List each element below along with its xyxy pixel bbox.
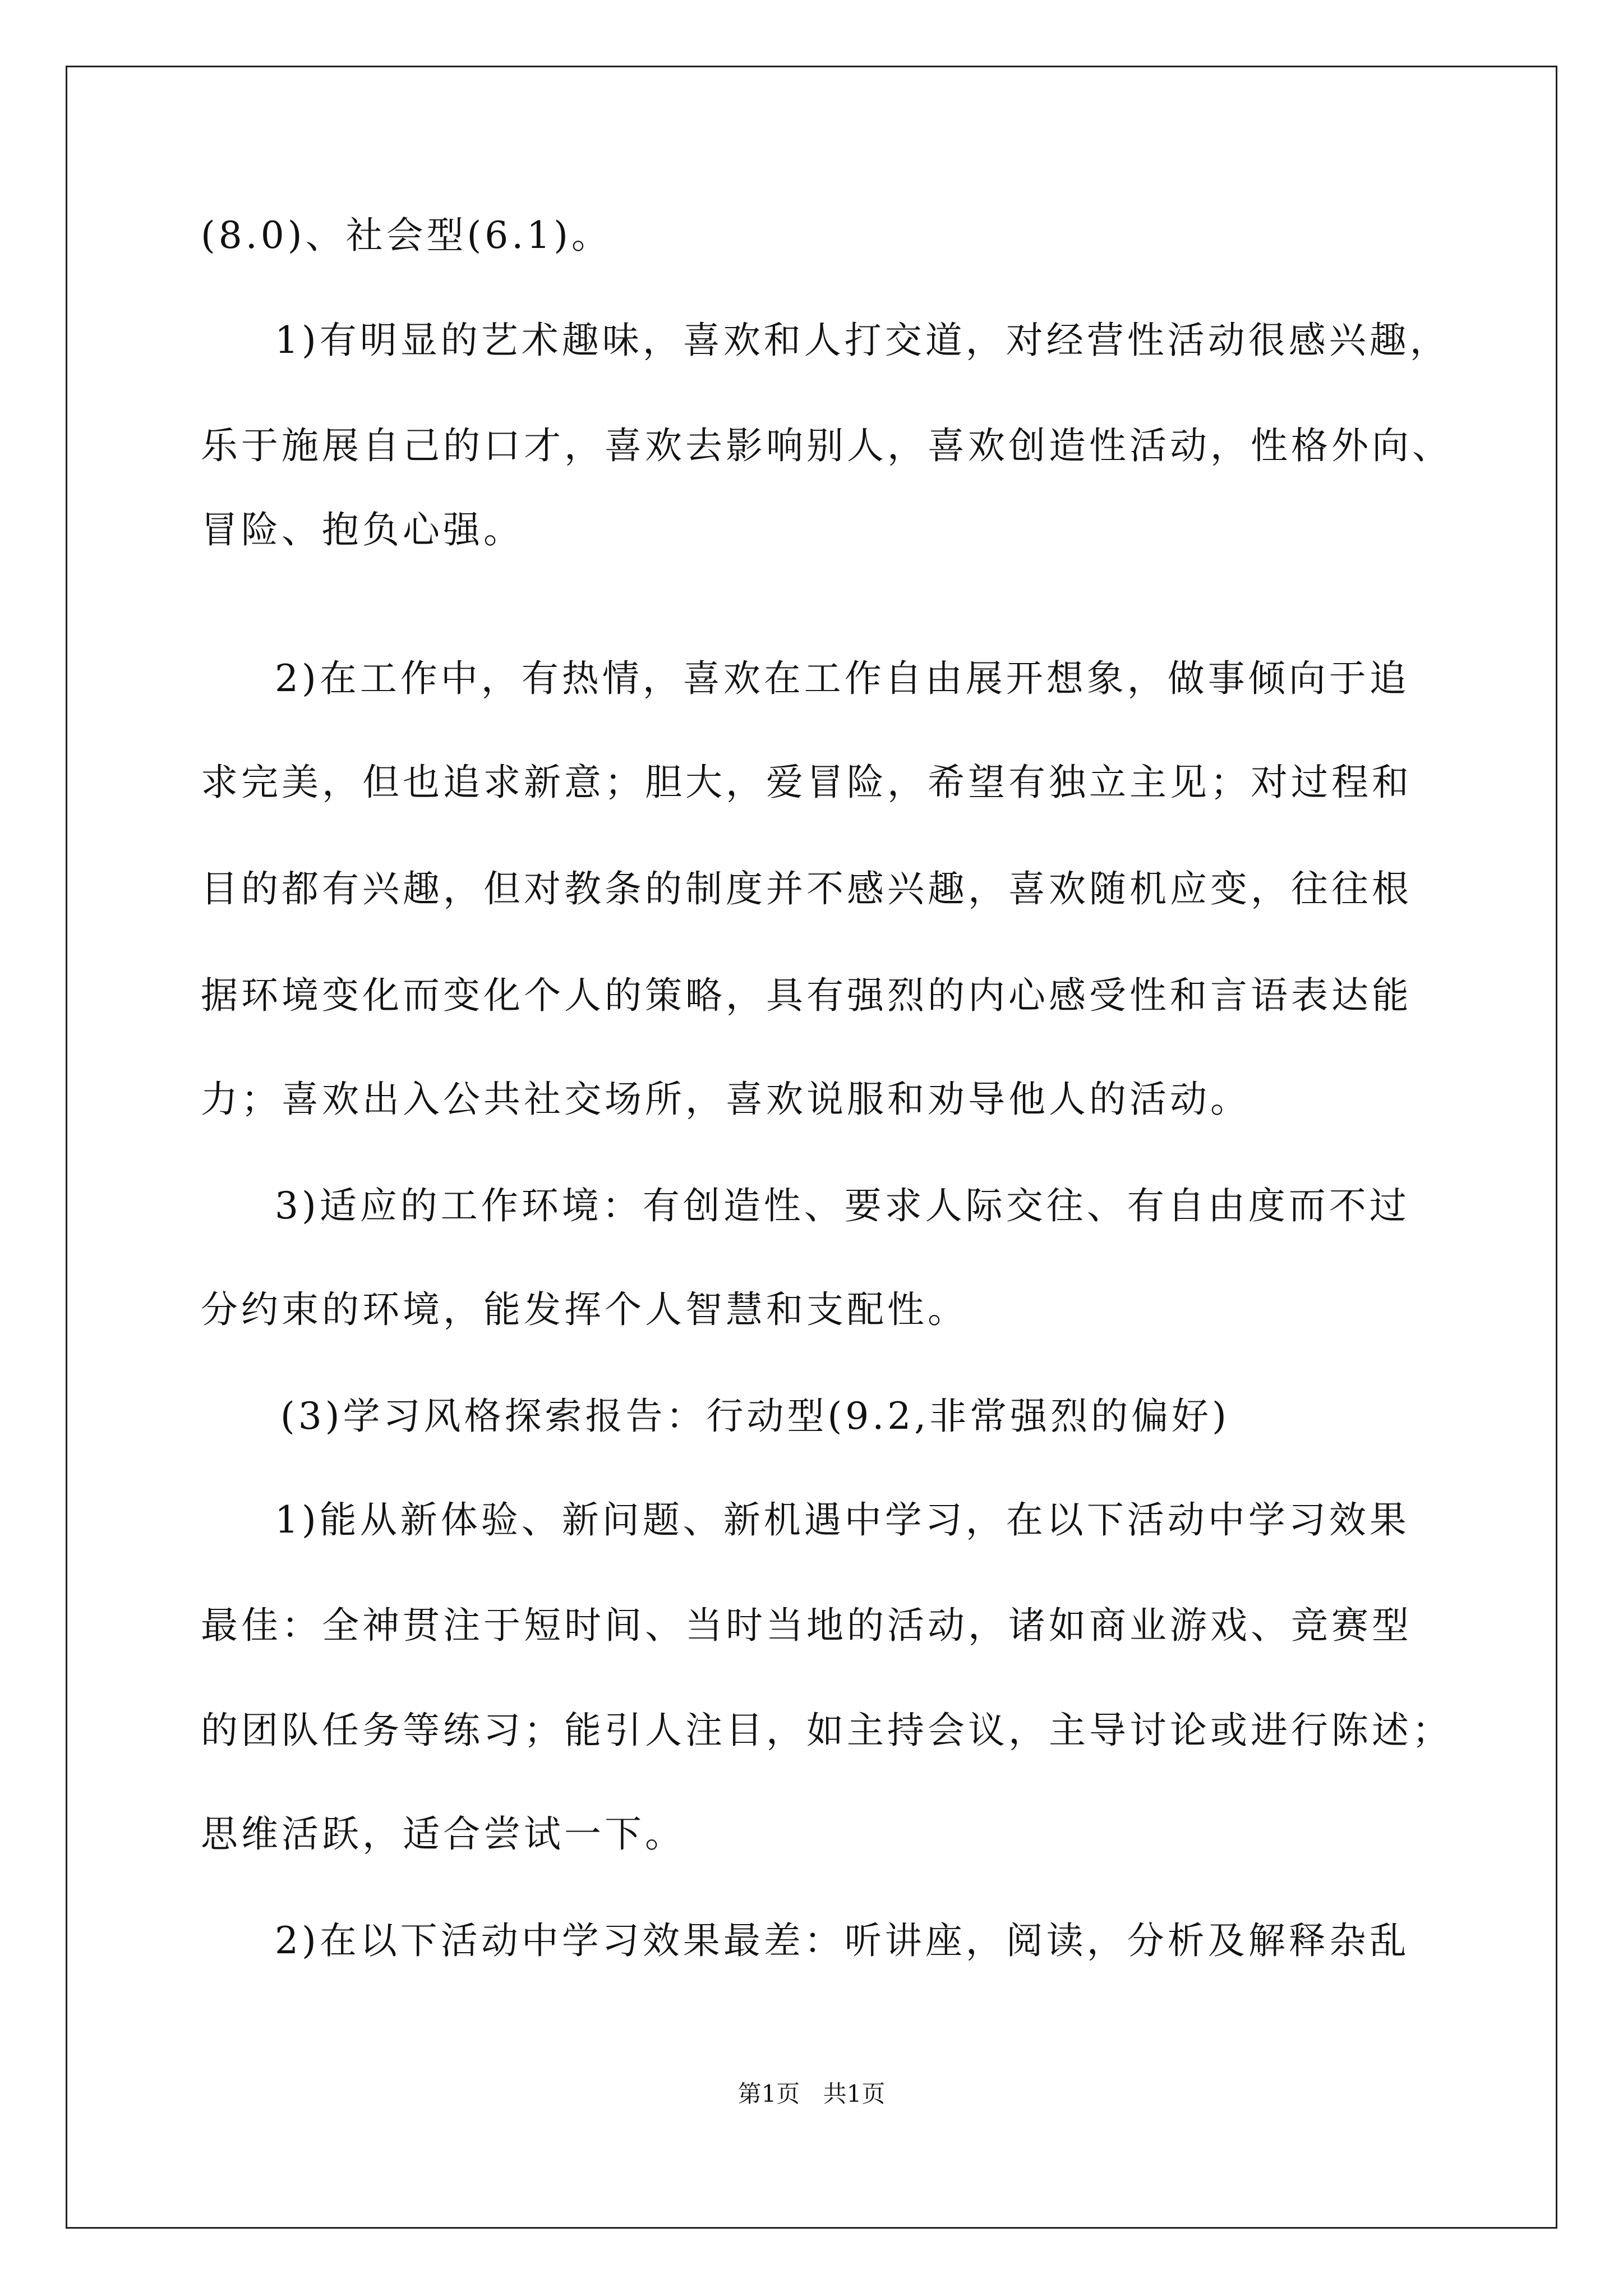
text-line-11: 分约束的环境，能发挥个人智慧和支配性。 <box>201 1288 968 1331</box>
text-line-5: 2)在工作中，有热情，喜欢在工作自由展开想象，做事倾向于追 <box>275 657 1410 700</box>
text-line-12: (3)学习风格探索报告：行动型(9.2,非常强烈的偏好) <box>280 1395 1230 1438</box>
text-line-10: 3)适应的工作环境：有创造性、要求人际交往、有自由度而不过 <box>275 1184 1410 1227</box>
page-number-current: 第1页 <box>737 2080 800 2108</box>
page-border <box>66 66 1557 2229</box>
text-line-7: 目的都有兴趣，但对教条的制度并不感兴趣，喜欢随机应变，往往根 <box>201 867 1412 910</box>
page-footer <box>0 2080 1623 2108</box>
text-line-14: 最佳：全神贯注于短时间、当时当地的活动，诸如商业游戏、竞赛型 <box>201 1604 1412 1647</box>
text-line-4: 冒险、抱负心强。 <box>201 508 524 551</box>
text-line-2: 1)有明显的艺术趣味，喜欢和人打交道，对经营性活动很感兴趣， <box>275 319 1450 362</box>
text-line-1: (8.0)、社会型(6.1)。 <box>201 214 612 257</box>
text-line-3: 乐于施展自己的口才，喜欢去影响别人，喜欢创造性活动，性格外向、 <box>201 424 1453 467</box>
text-line-16: 思维活跃，适合尝试一下。 <box>201 1812 685 1856</box>
text-line-9: 力；喜欢出入公共社交场所，喜欢说服和劝导他人的活动。 <box>201 1078 1251 1121</box>
text-line-15: 的团队任务等练习；能引人注目，如主持会议，主导讨论或进行陈述； <box>201 1709 1453 1752</box>
text-line-8: 据环境变化而变化个人的策略，具有强烈的内心感受性和言语表达能 <box>201 974 1412 1017</box>
text-line-17: 2)在以下活动中学习效果最差：听讲座，阅读，分析及解释杂乱 <box>275 1919 1410 1962</box>
text-line-13: 1)能从新体验、新问题、新机遇中学习，在以下活动中学习效果 <box>275 1498 1410 1542</box>
page-number-total: 共1页 <box>823 2080 886 2108</box>
text-line-6: 求完美，但也追求新意；胆大，爱冒险，希望有独立主见；对过程和 <box>201 761 1412 804</box>
